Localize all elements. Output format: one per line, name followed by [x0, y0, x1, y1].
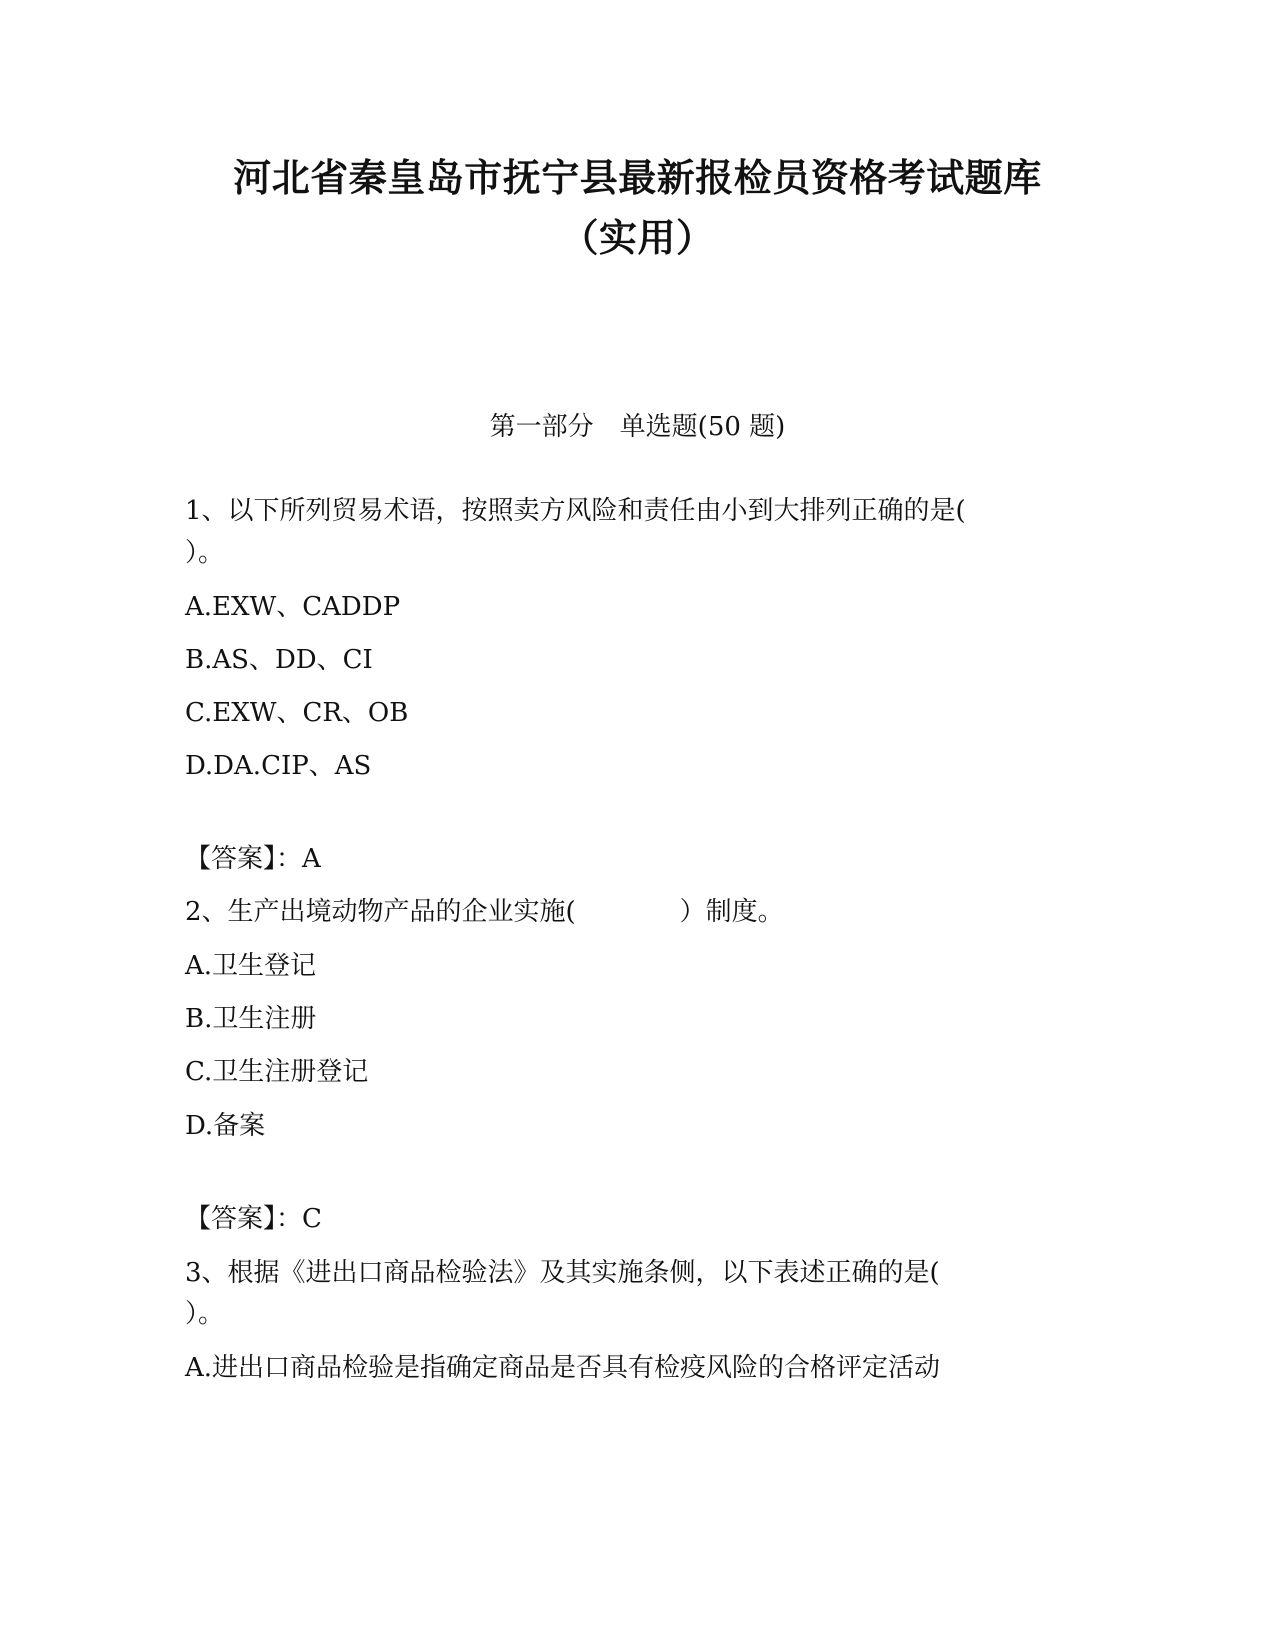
question-1-option-a: A.EXW、CADDP: [185, 592, 401, 622]
document-title-line2: （实用）: [560, 216, 715, 260]
question-2-option-d: D.备案: [185, 1111, 266, 1141]
question-1-stem-line2: ）。: [185, 538, 225, 568]
question-1-option-c: C.EXW、CR、OB: [185, 698, 409, 728]
question-2-option-b: B.卫生注册: [185, 1004, 317, 1034]
question-3-stem-line1: 3、根据《进出口商品检验法》及其实施条侧，以下表述正确的是(: [185, 1258, 940, 1288]
question-3-stem-line2: ）。: [185, 1299, 225, 1329]
question-1-option-b: B.AS、DD、CI: [185, 645, 373, 675]
question-3-option-a: A.进出口商品检验是指确定商品是否具有检疫风险的合格评定活动: [185, 1353, 941, 1383]
question-2-stem-line1: 2、生产出境动物产品的企业实施( ）制度。: [185, 897, 784, 927]
question-2-option-a: A.卫生登记: [185, 951, 317, 981]
question-2-answer: 【答案】：C: [185, 1204, 322, 1234]
section-heading: 第一部分 单选题(50 题): [489, 412, 786, 442]
question-1-answer: 【答案】：A: [185, 844, 321, 874]
document-title-line1: 河北省秦皇岛市抚宁县最新报检员资格考试题库: [233, 156, 1042, 200]
question-1-option-d: D.DA.CIP、AS: [185, 751, 372, 781]
question-2-option-c: C.卫生注册登记: [185, 1057, 369, 1087]
question-1-stem-line1: 1、以下所列贸易术语，按照卖方风险和责任由小到大排列正确的是(: [185, 496, 966, 526]
